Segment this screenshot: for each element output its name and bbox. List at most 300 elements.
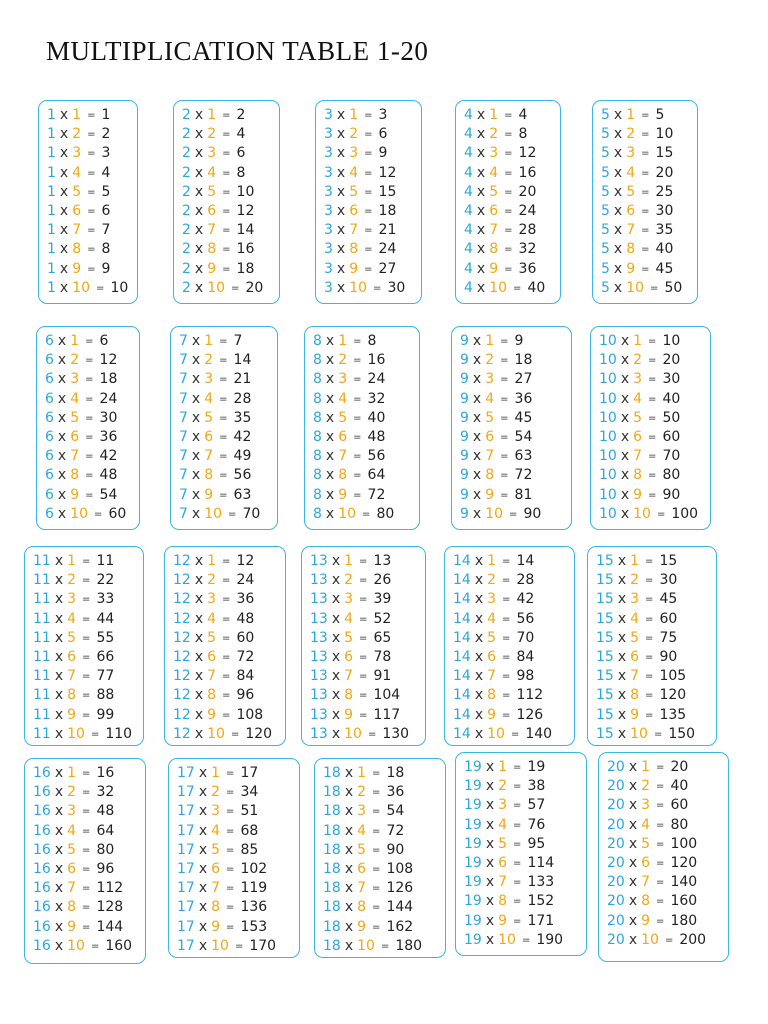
factor-a: 19: [464, 778, 482, 795]
table-row: [45, 466, 139, 485]
table-row: [323, 764, 445, 783]
factor-b: 3: [349, 145, 359, 162]
factor-a: 2: [182, 222, 191, 239]
table-row: [310, 629, 425, 648]
product: 70: [662, 448, 681, 465]
equals-sign: =: [226, 863, 235, 875]
equals-sign: =: [502, 613, 511, 625]
factor-b: 2: [357, 784, 367, 801]
times-sign: x: [472, 448, 482, 465]
times-sign: x: [613, 164, 623, 181]
times-sign: x: [472, 333, 482, 349]
factor-b: 4: [67, 610, 77, 627]
factor-a: 19: [464, 931, 482, 948]
table-row: [599, 486, 710, 505]
table-card-19: [455, 752, 587, 956]
equals-sign: =: [504, 129, 513, 141]
times-sign: x: [620, 428, 630, 445]
factor-a: 1: [47, 279, 56, 296]
factor-b: 9: [485, 486, 495, 503]
factor-b: 3: [498, 797, 508, 814]
product: 60: [662, 428, 681, 445]
factor-b: 2: [67, 784, 77, 801]
table-row: [45, 332, 139, 351]
factor-a: 12: [173, 591, 191, 608]
equals-sign: =: [226, 825, 235, 837]
equals-sign: =: [364, 263, 373, 275]
table-row: [179, 351, 277, 370]
factor-a: 12: [173, 706, 191, 723]
equals-sign: =: [502, 556, 511, 567]
factor-b: 3: [485, 371, 495, 388]
factor-a: 11: [33, 591, 51, 608]
equals-sign: =: [648, 431, 657, 443]
equals-sign: =: [359, 613, 368, 625]
times-sign: x: [194, 222, 204, 239]
times-sign: x: [331, 668, 341, 685]
factor-a: 14: [453, 629, 471, 646]
equals-sign: =: [645, 671, 654, 683]
equals-sign: =: [85, 393, 94, 405]
table-row: [323, 822, 445, 841]
table-row: [453, 725, 574, 744]
factor-b: 5: [67, 841, 77, 858]
times-sign: x: [194, 145, 204, 162]
product: 35: [655, 222, 674, 239]
equals-sign: =: [222, 129, 231, 141]
times-sign: x: [474, 668, 484, 685]
table-row: [599, 466, 710, 485]
factor-a: 8: [313, 486, 322, 503]
product: 64: [96, 822, 115, 839]
factor-a: 16: [33, 937, 51, 954]
product: 24: [378, 241, 397, 258]
table-card-14: [444, 546, 575, 746]
factor-b: 4: [633, 390, 643, 407]
times-sign: x: [336, 126, 346, 143]
table-row: [33, 937, 145, 956]
times-sign: x: [620, 505, 630, 522]
factor-b: 1: [349, 107, 359, 123]
equals-sign: =: [500, 470, 509, 482]
table-row: [607, 873, 728, 892]
product: 136: [240, 899, 268, 916]
times-sign: x: [336, 241, 346, 258]
times-sign: x: [57, 486, 67, 503]
factor-a: 12: [173, 553, 191, 569]
table-row: [596, 629, 716, 648]
factor-b: 8: [211, 899, 221, 916]
factor-a: 18: [323, 784, 341, 801]
table-row: [310, 706, 425, 725]
equals-sign: =: [648, 355, 657, 367]
times-sign: x: [325, 428, 335, 445]
times-sign: x: [331, 610, 341, 627]
times-sign: x: [331, 629, 341, 646]
factor-b: 3: [633, 371, 643, 388]
times-sign: x: [485, 912, 495, 929]
factor-a: 17: [177, 937, 195, 954]
table-row: [33, 860, 145, 879]
table-row: [599, 505, 710, 524]
factor-a: 11: [33, 610, 51, 627]
equals-sign: =: [380, 940, 390, 952]
factor-a: 8: [313, 371, 322, 388]
factor-b: 8: [344, 687, 354, 704]
times-sign: x: [476, 202, 486, 219]
factor-a: 15: [596, 648, 614, 665]
factor-a: 4: [464, 202, 473, 219]
table-row: [464, 202, 560, 221]
factor-b: 1: [67, 553, 77, 569]
factor-b: 2: [338, 352, 348, 369]
factor-a: 6: [45, 428, 54, 445]
table-row: [453, 610, 574, 629]
product: 66: [96, 648, 115, 665]
factor-b: 8: [498, 893, 508, 910]
table-row: [47, 125, 137, 144]
table-row: [601, 164, 697, 183]
product: 10: [110, 279, 129, 296]
product: 8: [101, 241, 111, 258]
times-sign: x: [336, 202, 346, 219]
table-row: [173, 686, 285, 705]
factor-b: 6: [349, 202, 359, 219]
product: 25: [655, 183, 674, 200]
factor-b: 8: [485, 467, 495, 484]
factor-b: 8: [357, 899, 367, 916]
product: 108: [236, 706, 264, 723]
product: 36: [518, 260, 537, 277]
factor-b: 9: [626, 260, 636, 277]
table-row: [453, 629, 574, 648]
table-row: [33, 667, 143, 686]
times-sign: x: [628, 912, 638, 929]
table-row: [182, 183, 279, 202]
factor-b: 6: [211, 860, 221, 877]
factor-b: 1: [498, 759, 508, 775]
times-sign: x: [617, 687, 627, 704]
times-sign: x: [617, 706, 627, 723]
table-row: [464, 106, 560, 125]
equals-sign: =: [226, 787, 235, 799]
product: 9: [101, 260, 111, 277]
factor-b: 3: [72, 145, 82, 162]
factor-a: 8: [313, 505, 322, 522]
factor-b: 1: [204, 333, 214, 349]
table-row: [182, 260, 279, 279]
factor-b: 4: [349, 164, 359, 181]
factor-a: 7: [179, 428, 188, 445]
factor-b: 9: [211, 918, 221, 935]
times-sign: x: [620, 371, 630, 388]
factor-b: 6: [67, 860, 77, 877]
times-sign: x: [474, 629, 484, 646]
factor-a: 12: [173, 572, 191, 589]
factor-a: 18: [323, 765, 341, 781]
times-sign: x: [485, 931, 495, 948]
equals-sign: =: [82, 883, 91, 895]
factor-b: 10: [204, 505, 223, 522]
factor-b: 8: [630, 687, 640, 704]
equals-sign: =: [82, 594, 91, 606]
product: 144: [386, 899, 414, 916]
factor-b: 3: [630, 591, 640, 608]
product: 98: [516, 668, 535, 685]
factor-a: 5: [601, 183, 610, 200]
times-sign: x: [613, 183, 623, 200]
equals-sign: =: [656, 508, 666, 520]
equals-sign: =: [359, 671, 368, 683]
product: 91: [373, 668, 392, 685]
table-row: [313, 466, 419, 485]
equals-sign: =: [367, 728, 377, 740]
times-sign: x: [57, 390, 67, 407]
equals-sign: =: [87, 129, 96, 141]
factor-a: 6: [45, 409, 54, 426]
factor-a: 3: [324, 222, 333, 239]
factor-a: 16: [33, 784, 51, 801]
product: 30: [387, 279, 406, 296]
table-row: [601, 125, 697, 144]
factor-a: 4: [464, 279, 473, 296]
equals-sign: =: [502, 690, 511, 702]
product: 117: [373, 706, 401, 723]
table-row: [323, 898, 445, 917]
times-sign: x: [472, 467, 482, 484]
factor-b: 4: [357, 822, 367, 839]
factor-b: 6: [633, 428, 643, 445]
factor-a: 20: [607, 912, 625, 929]
times-sign: x: [336, 222, 346, 239]
factor-a: 20: [607, 835, 625, 852]
equals-sign: =: [85, 374, 94, 386]
product: 80: [96, 841, 115, 858]
product: 14: [236, 222, 255, 239]
factor-a: 16: [33, 918, 51, 935]
product: 133: [527, 874, 555, 891]
factor-b: 4: [487, 610, 497, 627]
times-sign: x: [325, 505, 335, 522]
product: 12: [518, 145, 537, 162]
factor-a: 16: [33, 841, 51, 858]
factor-b: 2: [207, 126, 217, 143]
product: 21: [233, 371, 252, 388]
factor-a: 19: [464, 759, 482, 775]
factor-a: 20: [607, 854, 625, 871]
factor-b: 2: [630, 572, 640, 589]
factor-b: 5: [633, 409, 643, 426]
equals-sign: =: [656, 857, 665, 869]
table-row: [179, 409, 277, 428]
factor-b: 5: [487, 629, 497, 646]
equals-sign: =: [648, 489, 657, 501]
product: 55: [96, 629, 115, 646]
times-sign: x: [331, 725, 341, 742]
table-row: [607, 835, 728, 854]
factor-b: 8: [626, 241, 636, 258]
factor-b: 7: [641, 874, 651, 891]
table-row: [45, 370, 139, 389]
table-row: [464, 777, 586, 796]
table-row: [464, 931, 586, 950]
table-row: [324, 221, 421, 240]
equals-sign: =: [372, 863, 381, 875]
factor-a: 20: [607, 778, 625, 795]
times-sign: x: [194, 610, 204, 627]
equals-sign: =: [353, 374, 362, 386]
product: 114: [527, 854, 555, 871]
times-sign: x: [336, 107, 346, 123]
equals-sign: =: [219, 336, 228, 347]
factor-b: 10: [211, 937, 229, 954]
table-row: [47, 279, 137, 298]
factor-b: 6: [487, 648, 497, 665]
equals-sign: =: [364, 244, 373, 256]
equals-sign: =: [82, 690, 91, 702]
factor-a: 13: [310, 610, 328, 627]
product: 57: [527, 797, 546, 814]
times-sign: x: [344, 899, 354, 916]
factor-b: 6: [344, 648, 354, 665]
factor-a: 4: [464, 183, 473, 200]
equals-sign: =: [502, 709, 511, 721]
factor-a: 5: [601, 260, 610, 277]
factor-a: 15: [596, 629, 614, 646]
table-row: [607, 892, 728, 911]
equals-sign: =: [219, 412, 228, 424]
factor-b: 8: [72, 241, 82, 258]
table-row: [464, 835, 586, 854]
factor-b: 8: [67, 687, 77, 704]
factor-a: 3: [324, 260, 333, 277]
times-sign: x: [344, 803, 354, 820]
product: 81: [514, 486, 533, 503]
equals-sign: =: [641, 148, 650, 160]
times-sign: x: [474, 610, 484, 627]
equals-sign: =: [222, 690, 231, 702]
table-row: [460, 351, 571, 370]
factor-a: 19: [464, 835, 482, 852]
table-row: [460, 486, 571, 505]
factor-b: 5: [641, 835, 651, 852]
table-row: [464, 912, 586, 931]
product: 180: [395, 937, 423, 954]
factor-b: 5: [204, 409, 214, 426]
equals-sign: =: [359, 709, 368, 721]
equals-sign: =: [85, 336, 94, 347]
product: 5: [655, 107, 665, 123]
equals-sign: =: [656, 915, 665, 927]
equals-sign: =: [500, 336, 509, 347]
times-sign: x: [198, 937, 208, 954]
equals-sign: =: [372, 787, 381, 799]
factor-b: 6: [485, 428, 495, 445]
factor-b: 6: [207, 648, 217, 665]
times-sign: x: [476, 260, 486, 277]
equals-sign: =: [364, 205, 373, 217]
factor-a: 11: [33, 553, 51, 569]
table-row: [324, 125, 421, 144]
product: 27: [378, 260, 397, 277]
table-row: [177, 918, 299, 937]
factor-b: 7: [207, 222, 217, 239]
product: 32: [367, 390, 386, 407]
times-sign: x: [191, 409, 201, 426]
factor-a: 6: [45, 333, 54, 349]
factor-a: 12: [173, 687, 191, 704]
factor-a: 14: [453, 610, 471, 627]
factor-b: 3: [204, 371, 214, 388]
table-row: [464, 279, 560, 298]
equals-sign: =: [502, 651, 511, 663]
table-row: [33, 841, 145, 860]
times-sign: x: [344, 880, 354, 897]
factor-b: 10: [633, 505, 651, 522]
equals-sign: =: [504, 110, 513, 121]
table-row: [596, 552, 716, 571]
equals-sign: =: [87, 263, 96, 275]
factor-b: 2: [633, 352, 643, 369]
equals-sign: =: [364, 186, 373, 198]
table-row: [601, 106, 697, 125]
factor-b: 1: [72, 107, 82, 123]
factor-b: 4: [630, 610, 640, 627]
product: 19: [527, 759, 546, 775]
factor-b: 9: [630, 706, 640, 723]
product: 108: [386, 860, 414, 877]
factor-a: 14: [453, 591, 471, 608]
factor-a: 13: [310, 553, 328, 569]
factor-a: 1: [47, 202, 56, 219]
table-card-3: [315, 100, 422, 304]
factor-b: 3: [67, 803, 77, 820]
factor-a: 3: [324, 126, 333, 143]
table-row: [464, 892, 586, 911]
factor-b: 7: [487, 668, 497, 685]
factor-a: 2: [182, 164, 191, 181]
factor-a: 8: [313, 428, 322, 445]
factor-b: 10: [344, 725, 362, 742]
times-sign: x: [54, 803, 64, 820]
equals-sign: =: [502, 575, 511, 587]
equals-sign: =: [648, 374, 657, 386]
table-row: [33, 686, 143, 705]
table-row: [464, 221, 560, 240]
factor-b: 10: [338, 505, 357, 522]
equals-sign: =: [82, 768, 91, 779]
equals-sign: =: [502, 594, 511, 606]
product: 80: [662, 467, 681, 484]
factor-a: 15: [596, 687, 614, 704]
equals-sign: =: [219, 431, 228, 443]
times-sign: x: [476, 164, 486, 181]
table-row: [177, 860, 299, 879]
table-row: [324, 106, 421, 125]
equals-sign: =: [641, 167, 650, 179]
times-sign: x: [617, 553, 627, 569]
table-row: [464, 183, 560, 202]
equals-sign: =: [96, 282, 105, 294]
times-sign: x: [485, 874, 495, 891]
factor-b: 2: [349, 126, 359, 143]
times-sign: x: [325, 371, 335, 388]
product: 88: [96, 687, 115, 704]
factor-b: 1: [489, 107, 499, 123]
factor-b: 2: [641, 778, 651, 795]
times-sign: x: [198, 860, 208, 877]
equals-sign: =: [645, 690, 654, 702]
